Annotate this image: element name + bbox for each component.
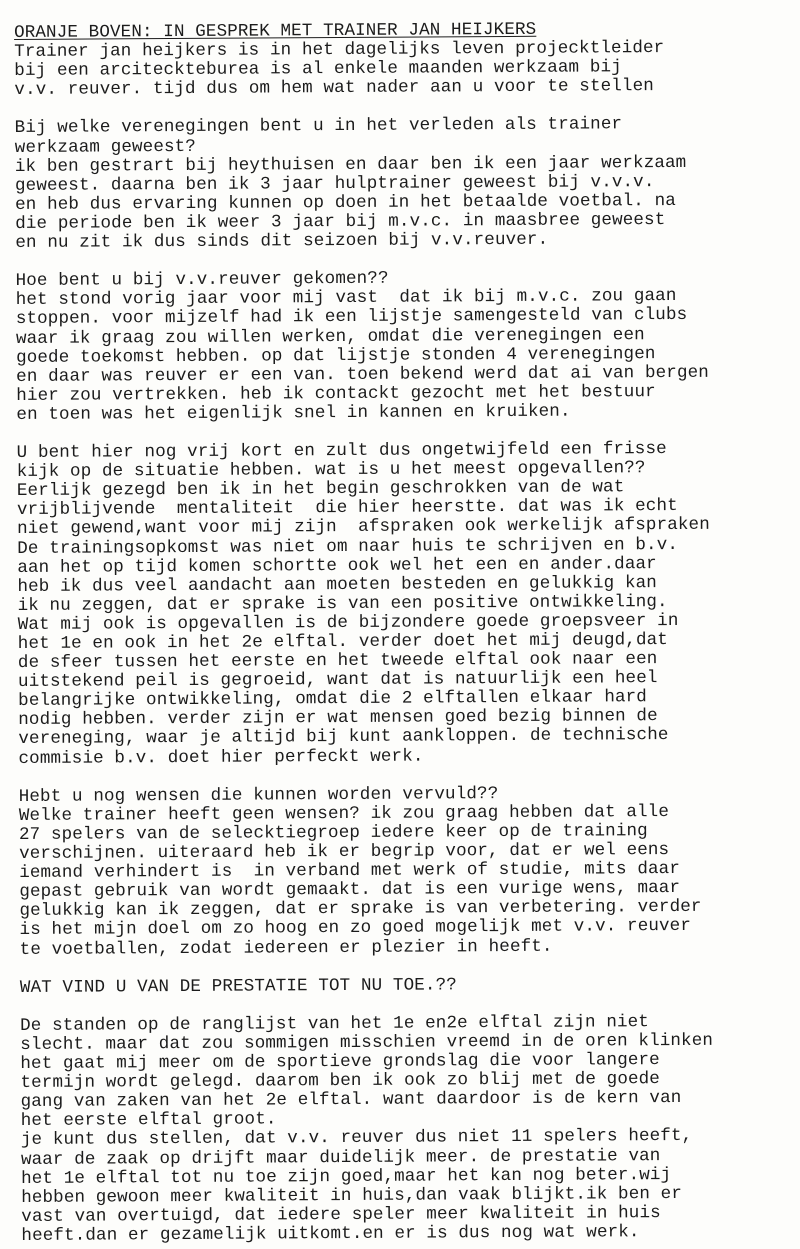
text-line: vereneging, waar je altijd bij kunt aankloppen. de technische bbox=[18, 725, 669, 750]
article-title: ORANJE BOVEN: IN GESPREK MET TRAINER JAN HEIJKERS bbox=[13, 19, 537, 43]
text-line: werkzaam geweest? bbox=[14, 136, 196, 158]
text-line: bij een arciteckteburea is al enkele maanden werkzaam bij bbox=[14, 57, 622, 82]
text-line: stoppen. voor mijzelf had ik een lijstje samengesteld van clubs bbox=[15, 305, 688, 330]
text-line: U bent hier nog vrij kort en zult dus ongetwijfeld een frisse bbox=[16, 439, 667, 464]
text-line: waar ik graag zou willen werken, omdat die verenegingen een bbox=[15, 324, 645, 349]
text-line: commisie b.v. doet hier perfeckt werk. bbox=[18, 746, 424, 769]
text-line: je kunt dus stellen, dat v.v. reuver dus niet 11 spelers heeft, bbox=[20, 1126, 693, 1151]
text-line: vast van overtuigd, dat iedere speler meer kwaliteit in huis bbox=[21, 1202, 661, 1227]
text-line: en toen was het eigenlijk snel in kannen en kruiken. bbox=[16, 401, 571, 425]
text-line: waar de zaak op drijft maar duidelijk meer. de prestatie van bbox=[20, 1145, 661, 1170]
intro-paragraph bbox=[14, 38, 794, 100]
text-line: het 1e en ook in het 2e elftal. verder doet het mij deugd,dat bbox=[17, 630, 668, 654]
text-line: nodig hebben. verder zijn er wat mensen goed bezig binnen de bbox=[18, 706, 658, 731]
answer-2 bbox=[16, 287, 797, 425]
text-line: v.v. reuver. tijd dus om hem wat nader aan u voor te stellen bbox=[14, 76, 654, 101]
text-line: Eerlijk gezegd ben ik in het begin geschrokken van de wat bbox=[16, 477, 625, 502]
text-line: gang van zaken van het 2e elftal. want daardoor is de kern van bbox=[20, 1088, 682, 1113]
text-line: goede toekomst hebben. op dat lijstje stonden 4 verenegingen bbox=[15, 343, 656, 368]
text-line: belangrijke ontwikkeling, omdat die 2 elftallen elkaar hard bbox=[18, 687, 648, 712]
text-line: is het mijn doel om zo hoog en zo goed mogelijk met v.v. reuver bbox=[19, 916, 692, 941]
text-line: ik nu zeggen, dat er sprake is van een positive ontwikkeling. bbox=[17, 591, 668, 616]
answer-5 bbox=[20, 1012, 800, 1246]
text-line: Bij welke verenegingen bent u in het verleden als trainer bbox=[14, 114, 623, 139]
text-line: De trainingsopkomst was niet om naar huis te schrijven en b.v. bbox=[17, 534, 679, 559]
text-line: die periode ben ik weer 3 jaar bij m.v.c. in maasbree geweest bbox=[15, 209, 666, 234]
text-line: verschijnen. uiteraard heb ik er begrip voor, dat er wel eens bbox=[19, 840, 670, 865]
text-line: en nu zit ik dus sinds dit seizoen bij v.v.reuver. bbox=[15, 229, 549, 254]
text-line: heeft.dan er gezamelijk uitkomt.en er is dus nog wat werk. bbox=[21, 1222, 640, 1246]
text-line: hier zou vertrekken. heb ik contackt gezocht met het bestuur bbox=[16, 381, 656, 406]
answer-4 bbox=[19, 802, 800, 960]
text-line: ik ben gestrart bij heythuisen en daar ben ik een jaar werkzaam bbox=[14, 152, 687, 177]
text-line: hebben gewoon meer kwaliteit in huis,dan vaak blijkt.ik ben er bbox=[21, 1183, 683, 1208]
text-line: Trainer jan heijkers is in het dagelijks leven projecktleider bbox=[14, 38, 665, 63]
text-line: Hoe bent u bij v.v.reuver gekomen?? bbox=[15, 268, 389, 292]
text-line: termijn wordt gelegd. daarom ben ik ook zo blij met de goede bbox=[20, 1069, 661, 1094]
text-line: gelukkig kan ik zeggen, dat er sprake is van verbetering. verder bbox=[19, 897, 702, 922]
text-line: gepast gebruik van wordt gemaakt. dat is een vurige wens, maar bbox=[19, 878, 681, 903]
text-line: Hebt u nog wensen die kunnen worden vervuld?? bbox=[18, 783, 499, 807]
text-line: kijk op de situatie hebben. wat is u het meest opgevallen?? bbox=[16, 458, 646, 483]
text-line: niet gewend,want voor mij zijn afspraken ook werkelijk afspraken bbox=[17, 515, 710, 540]
text-line: de sfeer tussen het eerste en het tweede elftal ook naar een bbox=[17, 649, 658, 674]
text-line: te voetballen, zodat iedereen er plezier in heeft. bbox=[19, 936, 553, 960]
text-line: uitstekend peil is gegroeid, want dat is natuurlijk een heel bbox=[17, 668, 658, 693]
text-line: het stond vorig jaar voor mij vast dat ik bij m.v.c. zou gaan bbox=[15, 286, 677, 311]
typewritten-article bbox=[14, 19, 800, 1246]
text-line: vrijblijvende mentaliteit die hier heerstte. dat was ik echt bbox=[16, 496, 678, 521]
text-line: aan het op tijd komen schortte ook wel het een en ander.daar bbox=[17, 553, 657, 578]
text-line: geweest. daarna ben ik 3 jaar hulptrainer geweest bij v.v.v. bbox=[14, 171, 655, 196]
question-3 bbox=[17, 439, 797, 482]
question-1 bbox=[15, 115, 795, 158]
text-line: slecht. maar dat zou sommigen misschien vreemd in de oren klinken bbox=[20, 1030, 714, 1055]
text-line: en daar was reuver er een van. toen bekend werd dat ai van bergen bbox=[16, 362, 709, 387]
text-line: De standen op de ranglijst van het 1e en2e elftal zijn niet bbox=[20, 1012, 649, 1036]
text-line: het gaat mij meer om de sportieve grondslag die voor langere bbox=[20, 1050, 660, 1075]
text-line: heb ik dus veel aandacht aan moeten besteden en gelukkig kan bbox=[17, 572, 657, 597]
text-line: en heb dus ervaring kunnen op doen in het betaalde voetbal. na bbox=[15, 190, 676, 215]
text-line: Welke trainer heeft geen wensen? ik zou graag hebben dat alle bbox=[18, 801, 670, 826]
answer-1 bbox=[15, 153, 796, 253]
text-line: het 1e elftal tot nu toe zijn goed,maar het kan nog beter.wij bbox=[20, 1164, 672, 1189]
answer-3 bbox=[17, 477, 799, 768]
text-line: iemand verhindert is in verband met werk of studie, mits daar bbox=[19, 859, 681, 884]
text-line: het eerste elftal groot. bbox=[20, 1109, 277, 1132]
text-line: WAT VIND U VAN DE PRESTATIE TOT NU TOE.?? bbox=[19, 975, 457, 998]
text-line: 27 spelers van de selecktiegroep iedere keer op de training bbox=[18, 821, 648, 845]
text-line: Wat mij ook is opgevallen is de bijzondere goede groepsveer in bbox=[17, 610, 679, 635]
